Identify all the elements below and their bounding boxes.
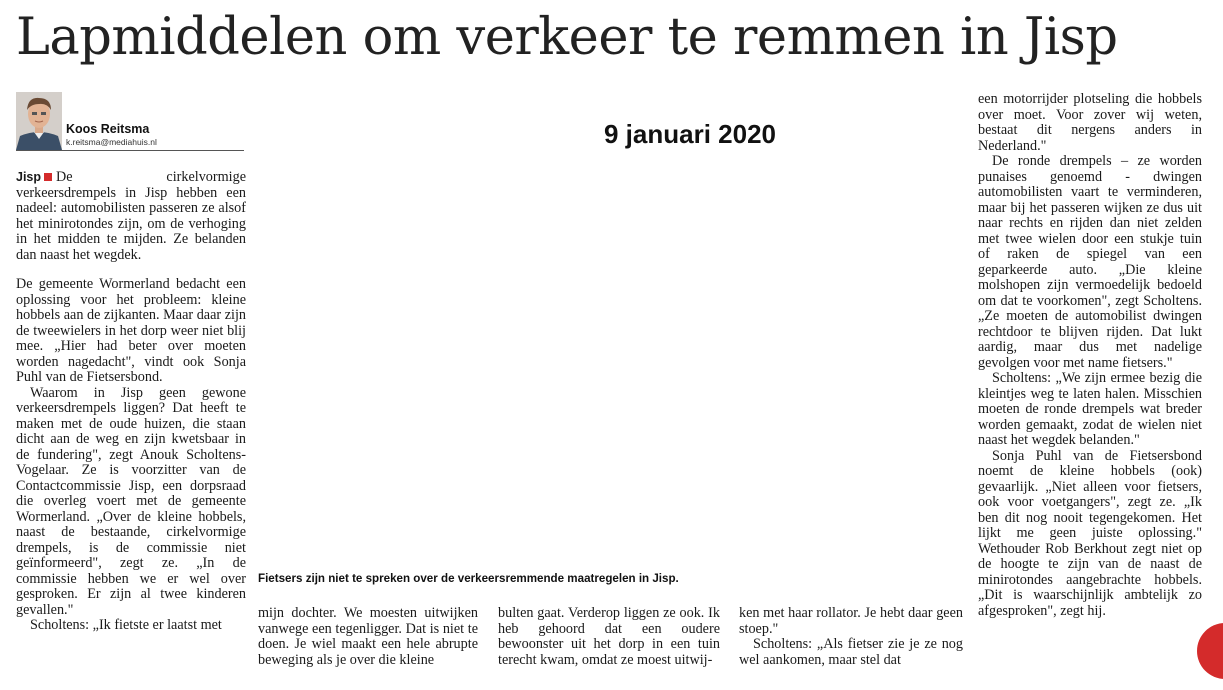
author-photo [16, 92, 62, 150]
paragraph: Sonja Puhl van de Fietsersbond noemt de kleine hobbels (ook) gevaarlijk. „Niet alleen voor fietsers, ook voor voetgangers", zegt ze. „Ik ben dit nog nooit tegengekomen. Het lijkt me geen juiste oplossing." Wethouder Rob Berkhout zegt niet op de hoogte te zijn van de naast de minirotondes aangebrachte hobbels. „Dit is waarschijnlijk ambtelijk zo afgesproken", zegt hij. [978, 447, 1202, 619]
intro-paragraph [16, 170, 246, 263]
dateline-place: Jisp [16, 170, 42, 184]
publication-date: 9 januari 2020 [604, 119, 776, 149]
photo-caption: Fietsers zijn niet te spreken over de verkeersremmende maatregelen in Jisp. [258, 572, 679, 585]
paragraph: Scholtens: „We zijn ermee bezig die kleintjes weg te laten halen. Misschien moeten de ronde drempels wat breder worden gemaakt, zodat de wielen niet naast het wegdek belanden." [978, 370, 1202, 448]
red-square-icon [44, 173, 52, 181]
paragraph: Scholtens: „Ik fietste er laatst met [30, 617, 222, 633]
column-4 [739, 606, 963, 668]
red-circle-icon [1197, 623, 1223, 679]
paragraph: bulten gaat. Verderop liggen ze ook. Ik heb gehoord dat een oudere bewoonster uit het dorp in een tuin terecht kwam, omdat ze moest uitwij- [498, 605, 720, 668]
column-1 [16, 170, 246, 634]
paragraph: De ronde drempels – ze worden punaises genoemd - dwingen automobilisten vaart te verminderen, maar bij het passeren wijken ze dus uit naar rechts en rijden dan niet zelden met twee wielen door een stukje tuin of raken de spiegel van een geparkeerde auto. „Die kleine molshopen zijn vermoedelijk bedoeld om dat te voorkomen", zegt Scholtens. „Ze moeten de automobilist dwingen rechtdoor te blijven rijden. Dat lukt aardig, maar dus met nadelige gevolgen voor met name fietsers." [978, 153, 1202, 371]
column-5 [978, 92, 1202, 619]
headline: Lapmiddelen om verkeer te remmen in Jisp [16, 8, 1118, 67]
paragraph: ken met haar rollator. Je hebt daar geen stoep." [739, 605, 963, 637]
column-2 [258, 606, 478, 668]
author-name: Koos Reitsma [66, 122, 150, 136]
author-email: k.reitsma@mediahuis.nl [66, 137, 157, 147]
paragraph: De gemeente Wormerland bedacht een oplossing voor het probleem: kleine hobbels aan de zijkanten. Maar daar zijn de tweewielers in het dorp weer niet blij mee. „Hier had beter over moeten worden nagedacht", vindt ook Sonja Puhl van de Fietsersbond. [16, 276, 246, 385]
column-3 [498, 606, 720, 668]
paragraph: een motorrijder plotseling die hobbels over moet. Voor zover wij weten, bestaat dit nergens anders in Nederland." [978, 91, 1202, 154]
intro-text: De cirkelvormige verkeersdrempels in Jisp hebben een nadeel: automobilisten passeren ze alsof het minirotondes zijn, om de verhoging in het midden te mijden. Ze belanden dan naast het wegdek. [16, 169, 246, 263]
paragraph: Waarom in Jisp geen gewone verkeersdrempels liggen? Dat heeft te maken met de oude huizen, die staan dicht aan de weg en zijn kwetsbaar in de fundering", zegt Anouk Scholtens-Vogelaar. Ze is voorzitter van de Contactcommissie Jisp, een dorpsraad die overleg voert met de gemeente Wormerland. „Over de kleine hobbels, naast de bestaande, cirkelvormige drempels, is de commissie niet geïnformeerd", zegt ze. „In de commissie hebben we er wel over gesproken. Er zijn al twee kinderen gevallen." [16, 384, 246, 618]
paragraph: Scholtens: „Als fietser zie je ze nog wel aankomen, maar stel dat [739, 636, 963, 668]
paragraph: mijn dochter. We moesten uitwijken vanwege een tegenligger. Dat is niet te doen. Je wiel maakt een hele abrupte beweging als je over die kleine [258, 605, 478, 668]
byline [16, 92, 244, 151]
